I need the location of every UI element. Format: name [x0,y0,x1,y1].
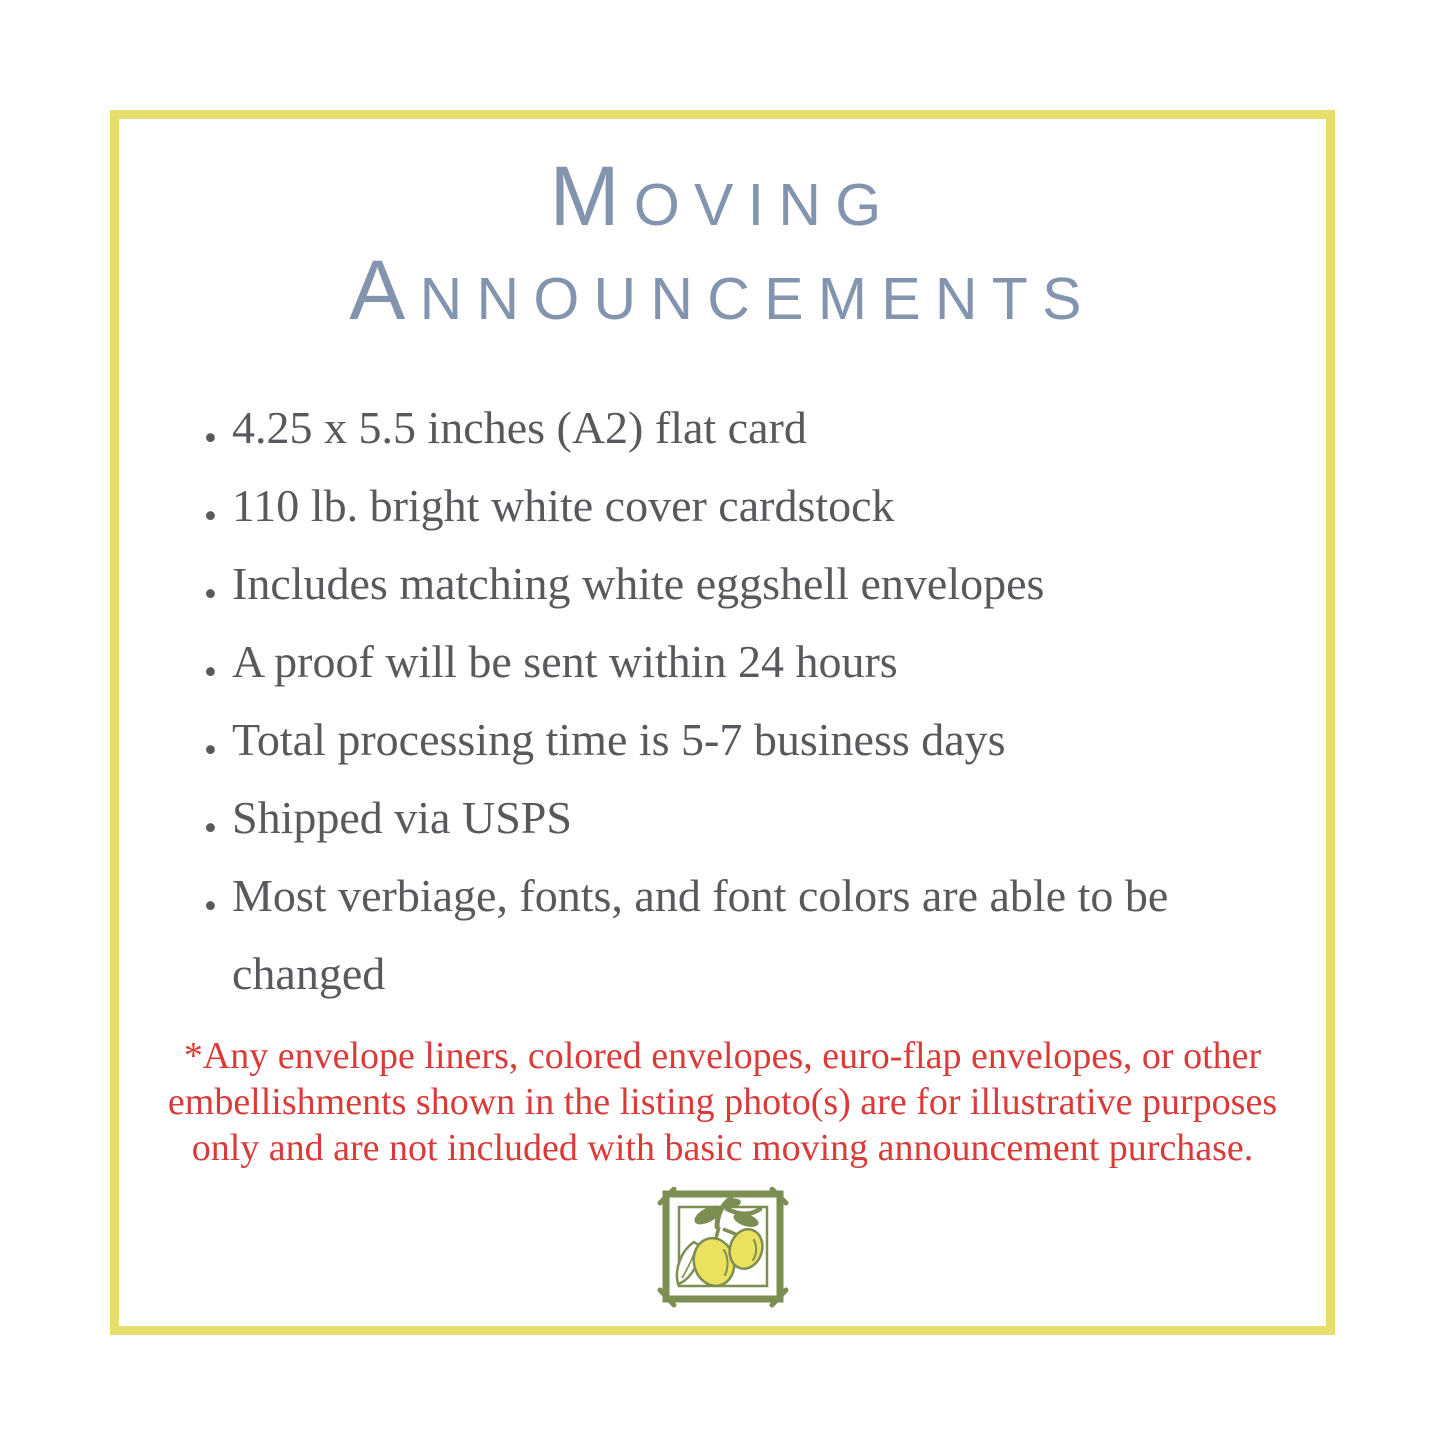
list-item-shipping: • Shipped via USPS [204,779,1289,857]
list-item-card-size: • 4.25 x 5.5 inches (A2) flat card [204,389,1289,467]
title-line-1: Moving [549,149,896,243]
product-details-list [204,389,1289,1013]
lemon-branch-logo [656,1187,790,1309]
disclaimer-line-2: embellishments shown in the listing photo(s) are for illustrative purposes [167,1081,1278,1123]
disclaimer-line-3: only and are not included with basic moving announcement purchase. [191,1127,1254,1169]
card-border [110,110,1335,1335]
page-title [119,149,1326,337]
list-item-envelopes: • Includes matching white eggshell envelopes [204,545,1289,623]
disclaimer-line-1: *Any envelope liners, colored envelopes, euro-flap envelopes, or other [183,1035,1262,1077]
list-item-proof: • A proof will be sent within 24 hours [204,623,1289,701]
lemon-branch-logo-svg [656,1187,790,1309]
list-item-cardstock: • 110 lb. bright white cover cardstock [204,467,1289,545]
disclaimer-text [143,1033,1303,1171]
list-item-customization: • Most verbiage, fonts, and font colors are able to be changed [204,857,1289,1013]
title-line-2: Announcements [349,243,1096,337]
list-item-processing-time: • Total processing time is 5-7 business days [204,701,1289,779]
